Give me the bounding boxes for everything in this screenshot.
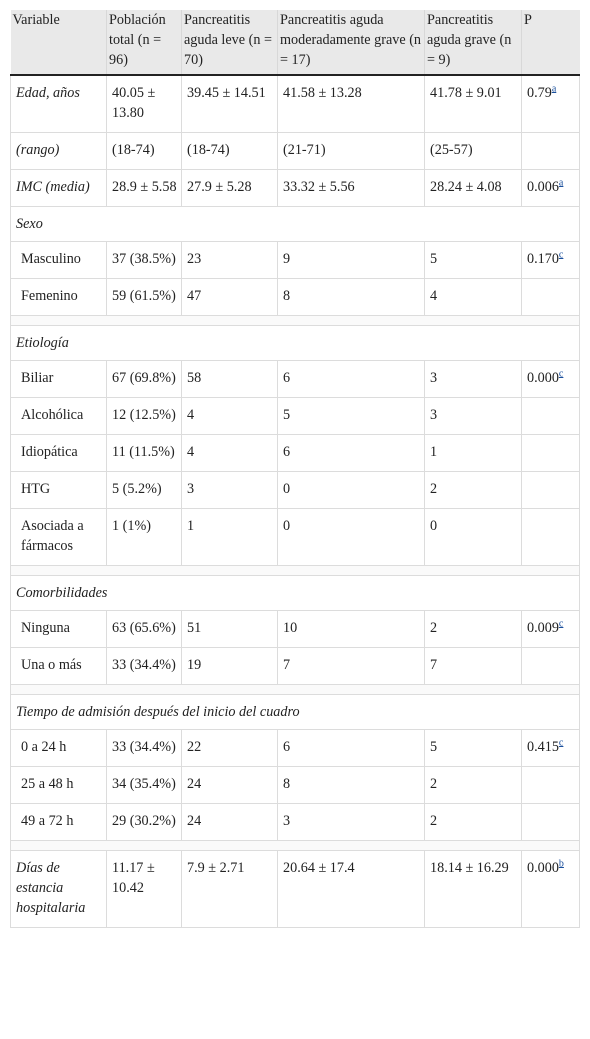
cell-leve: 1 (182, 509, 278, 566)
section-title-tiempo: Tiempo de admisión después del inicio del cuadro (11, 695, 580, 730)
cell-p (522, 472, 580, 509)
spacer-row (11, 841, 580, 851)
header-leve: Pancreatitis aguda leve (n = 70) (182, 10, 278, 75)
row-label: Femenino (11, 279, 107, 316)
cell-moderada: 0 (278, 509, 425, 566)
cell-leve: 4 (182, 435, 278, 472)
p-value: 0.006 (527, 179, 559, 195)
table-row (11, 398, 580, 435)
cell-total: 33 (34.4%) (107, 648, 182, 685)
cell-grave: 5 (425, 242, 522, 279)
cell-total: 63 (65.6%) (107, 611, 182, 648)
cell-p (522, 611, 580, 648)
cell-moderada: 8 (278, 767, 425, 804)
row-label: Biliar (11, 361, 107, 398)
table-row (11, 133, 580, 170)
row-label: Masculino (11, 242, 107, 279)
cell-moderada: 6 (278, 361, 425, 398)
table-row (11, 648, 580, 685)
cell-grave: 2 (425, 767, 522, 804)
section-title-etiologia: Etiología (11, 326, 580, 361)
cell-p (522, 851, 580, 928)
p-value: 0.009 (527, 620, 559, 636)
cell-p (522, 170, 580, 207)
table-row (11, 509, 580, 566)
cell-moderada: 0 (278, 472, 425, 509)
section-row (11, 326, 580, 361)
section-title-comorbilidades: Comorbilidades (11, 576, 580, 611)
footnote-link[interactable]: c (558, 368, 564, 380)
cell-p (522, 767, 580, 804)
cell-p (522, 509, 580, 566)
cell-leve: (18-74) (182, 133, 278, 170)
cell-p (522, 242, 580, 279)
cell-p (522, 648, 580, 685)
cell-grave: 0 (425, 509, 522, 566)
cell-total: 1 (1%) (107, 509, 182, 566)
table-row (11, 279, 580, 316)
cell-total: 5 (5.2%) (107, 472, 182, 509)
p-value: 0.000 (527, 370, 559, 386)
data-table (10, 10, 580, 928)
cell-leve: 19 (182, 648, 278, 685)
cell-p (522, 75, 580, 133)
section-row (11, 207, 580, 242)
footnote-link[interactable]: c (558, 737, 564, 749)
row-label: 25 a 48 h (11, 767, 107, 804)
cell-moderada: (21-71) (278, 133, 425, 170)
row-label: Días de estancia hospitalaria (11, 851, 107, 928)
cell-leve: 3 (182, 472, 278, 509)
cell-grave: 2 (425, 472, 522, 509)
table-row (11, 75, 580, 133)
footnote-link[interactable]: c (558, 249, 564, 261)
p-value: 0.170 (527, 251, 559, 267)
table-row (11, 730, 580, 767)
cell-moderada: 5 (278, 398, 425, 435)
cell-moderada: 33.32 ± 5.56 (278, 170, 425, 207)
cell-total: 59 (61.5%) (107, 279, 182, 316)
cell-p (522, 279, 580, 316)
cell-grave: 1 (425, 435, 522, 472)
row-label: Ninguna (11, 611, 107, 648)
header-moderada: Pancreatitis aguda moderadamente grave (n = 17) (278, 10, 425, 75)
cell-moderada: 3 (278, 804, 425, 841)
table-header (11, 10, 580, 75)
cell-moderada: 8 (278, 279, 425, 316)
row-label: (rango) (11, 133, 107, 170)
cell-total: 28.9 ± 5.58 (107, 170, 182, 207)
row-label: 0 a 24 h (11, 730, 107, 767)
table-row (11, 804, 580, 841)
cell-grave: 2 (425, 611, 522, 648)
row-label: HTG (11, 472, 107, 509)
spacer-row (11, 316, 580, 326)
cell-p (522, 398, 580, 435)
cell-p (522, 133, 580, 170)
p-value: 0.79 (527, 85, 552, 101)
cell-moderada: 20.64 ± 17.4 (278, 851, 425, 928)
cell-moderada: 7 (278, 648, 425, 685)
row-label: Idiopática (11, 435, 107, 472)
cell-leve: 4 (182, 398, 278, 435)
table-row (11, 361, 580, 398)
header-total: Población total (n = 96) (107, 10, 182, 75)
cell-total: 67 (69.8%) (107, 361, 182, 398)
header-p: P (522, 10, 580, 75)
cell-grave: 3 (425, 361, 522, 398)
footnote-link[interactable]: c (558, 618, 564, 630)
footnote-link[interactable]: a (558, 177, 564, 189)
cell-total: (18-74) (107, 133, 182, 170)
cell-p (522, 435, 580, 472)
footnote-link[interactable]: b (558, 858, 564, 870)
cell-grave: 18.14 ± 16.29 (425, 851, 522, 928)
cell-total: 33 (34.4%) (107, 730, 182, 767)
spacer-cell (11, 685, 580, 695)
cell-leve: 47 (182, 279, 278, 316)
spacer-row (11, 566, 580, 576)
spacer-cell (11, 566, 580, 576)
spacer-cell (11, 841, 580, 851)
cell-p (522, 730, 580, 767)
section-title-sexo: Sexo (11, 207, 580, 242)
row-label: Edad, años (11, 75, 107, 133)
table-row (11, 611, 580, 648)
footnote-link[interactable]: a (551, 83, 557, 95)
cell-grave: 5 (425, 730, 522, 767)
cell-moderada: 6 (278, 435, 425, 472)
table-row (11, 851, 580, 928)
table-row (11, 435, 580, 472)
p-value: 0.000 (527, 860, 559, 876)
cell-leve: 7.9 ± 2.71 (182, 851, 278, 928)
row-label: IMC (media) (11, 170, 107, 207)
row-label: Alcohólica (11, 398, 107, 435)
header-grave: Pancreatitis aguda grave (n = 9) (425, 10, 522, 75)
cell-total: 12 (12.5%) (107, 398, 182, 435)
row-label: 49 a 72 h (11, 804, 107, 841)
cell-grave: 28.24 ± 4.08 (425, 170, 522, 207)
cell-grave: 7 (425, 648, 522, 685)
cell-moderada: 6 (278, 730, 425, 767)
cell-leve: 22 (182, 730, 278, 767)
cell-leve: 27.9 ± 5.28 (182, 170, 278, 207)
cell-p (522, 361, 580, 398)
cell-leve: 24 (182, 767, 278, 804)
row-label: Una o más (11, 648, 107, 685)
cell-moderada: 10 (278, 611, 425, 648)
cell-leve: 58 (182, 361, 278, 398)
cell-leve: 39.45 ± 14.51 (182, 75, 278, 133)
cell-total: 11 (11.5%) (107, 435, 182, 472)
cell-p (522, 804, 580, 841)
cell-grave: 4 (425, 279, 522, 316)
cell-moderada: 41.58 ± 13.28 (278, 75, 425, 133)
cell-leve: 23 (182, 242, 278, 279)
p-value: 0.415 (527, 739, 559, 755)
cell-grave: (25-57) (425, 133, 522, 170)
spacer-row (11, 685, 580, 695)
table-row (11, 170, 580, 207)
cell-leve: 51 (182, 611, 278, 648)
spacer-cell (11, 316, 580, 326)
table-row (11, 767, 580, 804)
row-label: Asociada a fármacos (11, 509, 107, 566)
cell-grave: 41.78 ± 9.01 (425, 75, 522, 133)
cell-total: 11.17 ± 10.42 (107, 851, 182, 928)
cell-grave: 3 (425, 398, 522, 435)
section-row (11, 576, 580, 611)
cell-grave: 2 (425, 804, 522, 841)
table-row (11, 242, 580, 279)
cell-leve: 24 (182, 804, 278, 841)
cell-total: 37 (38.5%) (107, 242, 182, 279)
cell-total: 29 (30.2%) (107, 804, 182, 841)
header-variable: Variable (11, 10, 107, 75)
section-row (11, 695, 580, 730)
table-row (11, 472, 580, 509)
cell-total: 34 (35.4%) (107, 767, 182, 804)
cell-total: 40.05 ± 13.80 (107, 75, 182, 133)
cell-moderada: 9 (278, 242, 425, 279)
